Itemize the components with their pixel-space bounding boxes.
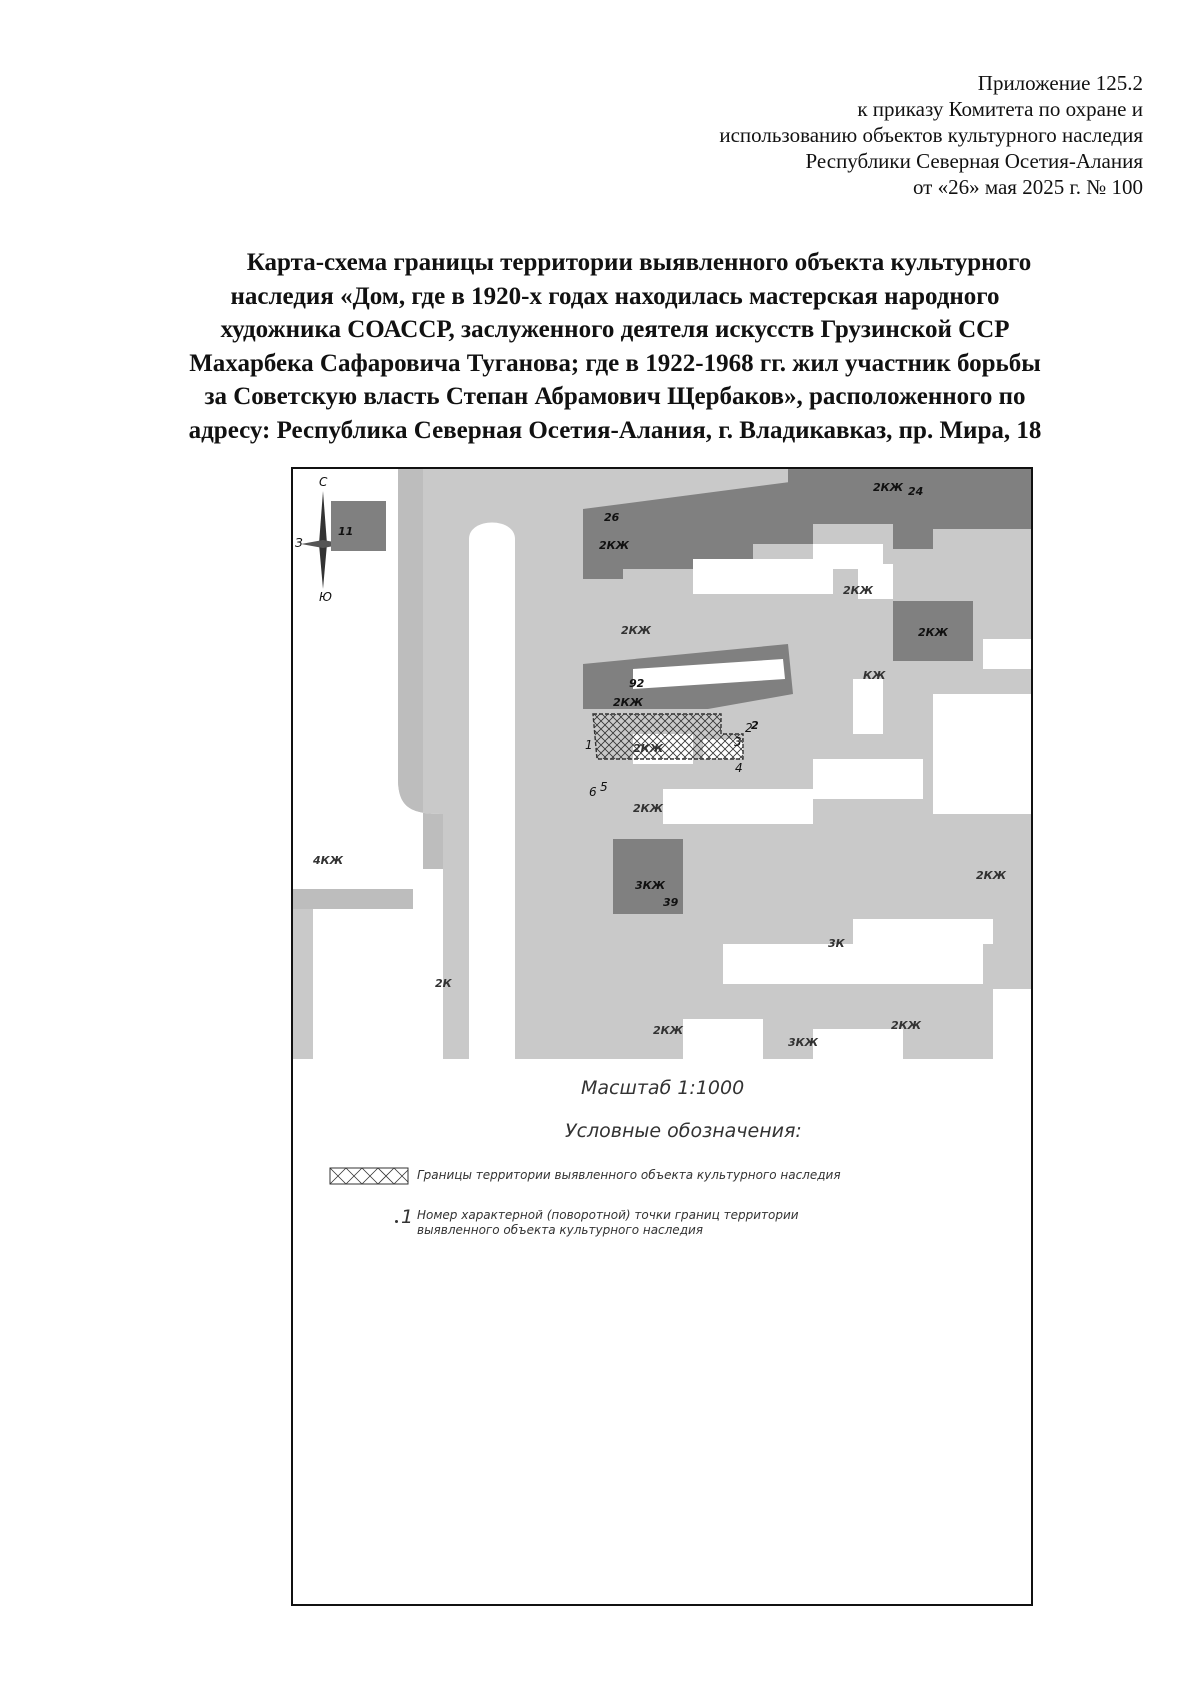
white-area-nw	[293, 469, 323, 779]
building-label: 2КЖ	[873, 481, 904, 494]
boundary-point-label: 4	[735, 761, 743, 775]
compass-north: С	[319, 475, 328, 489]
point-dot-icon	[395, 1220, 398, 1223]
legend-point-number: 1	[401, 1206, 414, 1228]
building-label: КЖ	[863, 669, 886, 682]
header-line: использованию объектов культурного наследия	[719, 123, 1143, 147]
building-label: 3К	[828, 937, 845, 950]
map-drawing	[293, 469, 1031, 1059]
document-header	[443, 70, 1143, 200]
building-label: 4КЖ	[313, 854, 344, 867]
legend-title: Условные обозначения:	[565, 1120, 802, 1142]
building-label: 2КЖ	[599, 539, 630, 552]
building-label: 2	[751, 719, 759, 732]
title-line: Махарбека Сафаровича Туганова; где в 1922-1968 гг. жил участник борьбы	[189, 349, 1041, 377]
building-label: 2К	[435, 977, 452, 990]
boundary-point-label: 3	[734, 735, 742, 749]
header-line: к приказу Комитета по охране и	[857, 97, 1143, 121]
boundary-point-label: 6	[589, 785, 597, 799]
boundary-point-label: 5	[600, 780, 608, 794]
block-sw-edge	[293, 909, 313, 1059]
map-frame	[291, 467, 1033, 1606]
legend-item-text	[417, 1208, 799, 1238]
title-line: Карта-схема границы территории выявленного объекта культурного	[246, 249, 1032, 276]
building-label: 2КЖ	[621, 624, 652, 637]
compass-west: З	[295, 536, 303, 550]
building-label: 2КЖ	[633, 742, 664, 755]
map-title	[130, 246, 1100, 447]
avenue-median	[469, 523, 515, 1060]
legend-text-line: Номер характерной (поворотной) точки границ территории	[417, 1208, 799, 1222]
building-label: 2КЖ	[918, 626, 949, 639]
object-boundary	[593, 714, 743, 759]
title-line: за Советскую власть Степан Абрамович Щербаков», расположенного по	[204, 383, 1026, 410]
building-label: 39	[663, 896, 679, 909]
building-label: 11	[338, 525, 354, 538]
building-label: 3КЖ	[635, 879, 666, 892]
building-label: 2КЖ	[653, 1024, 684, 1037]
crosshatch-boundary-icon	[329, 1167, 409, 1185]
building-label: 2КЖ	[633, 802, 664, 815]
building-label: 2КЖ	[976, 869, 1007, 882]
header-line: Приложение 125.2	[977, 71, 1143, 95]
building-label: 92	[629, 677, 645, 690]
building-label: 2КЖ	[613, 696, 644, 709]
header-line: Республики Северная Осетия-Алания	[805, 149, 1143, 173]
compass-south: Ю	[319, 590, 332, 604]
building-label: 26	[604, 511, 620, 524]
boundary-point-label: 1	[585, 738, 593, 752]
building-label: 3КЖ	[788, 1036, 819, 1049]
legend-text-line: выявленного объекта культурного наследия	[417, 1223, 704, 1237]
boundary-point-label: 2	[745, 721, 753, 735]
legend-item-text: Границы территории выявленного объекта культурного наследия	[417, 1168, 841, 1182]
building-label: 24	[908, 485, 924, 498]
title-line: художника СОАССР, заслуженного деятеля искусств Грузинской ССР	[220, 316, 1010, 343]
header-line: от «26» мая 2025 г. № 100	[912, 175, 1143, 199]
building-label: 2КЖ	[843, 584, 874, 597]
building-label: 2КЖ	[891, 1019, 922, 1032]
title-line: наследия «Дом, где в 1920-х годах находилась мастерская народного	[230, 282, 1000, 310]
title-line: адресу: Республика Северная Осетия-Алания, г. Владикавказ, пр. Мира, 18	[188, 416, 1042, 444]
scale-text: Масштаб 1:1000	[581, 1077, 745, 1099]
